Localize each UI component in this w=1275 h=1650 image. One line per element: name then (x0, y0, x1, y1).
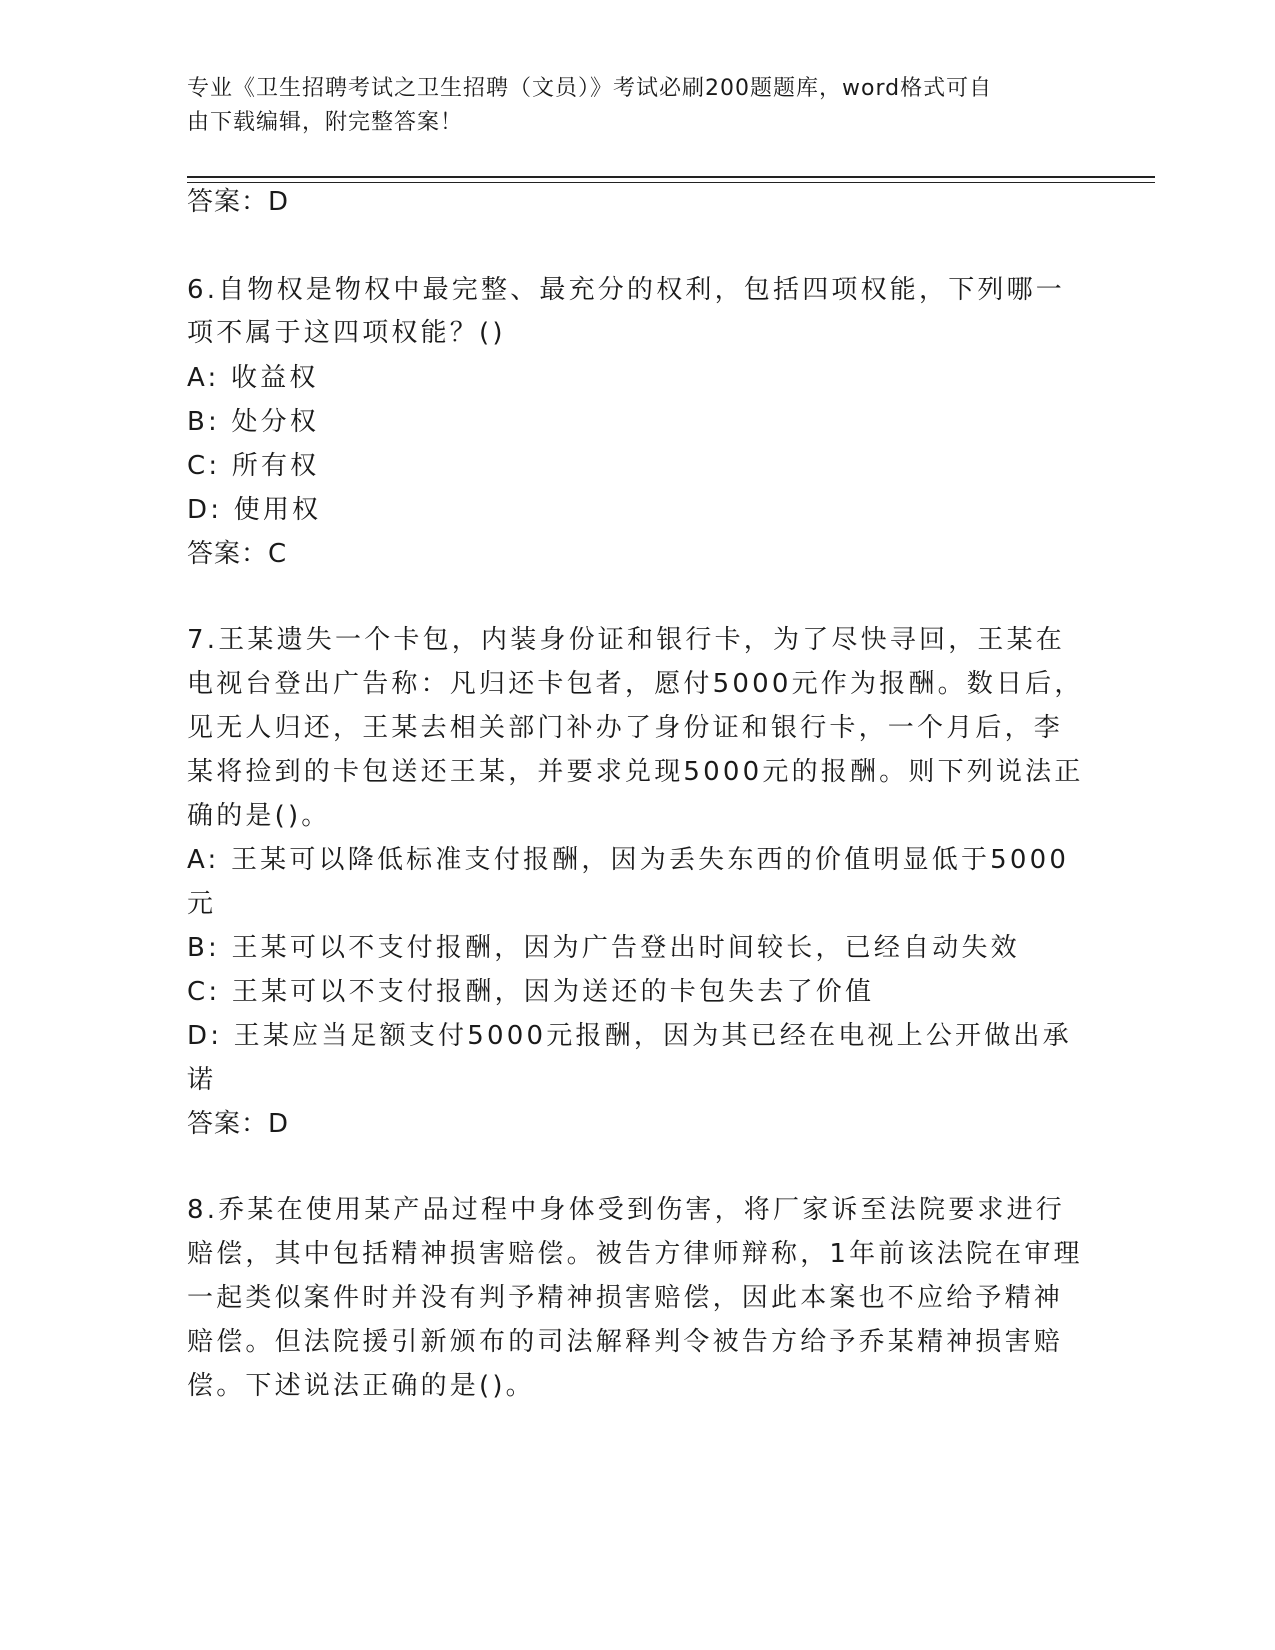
q7-option-b: B: 王某可以不支付报酬，因为广告登出时间较长，已经自动失效 (187, 933, 1020, 963)
q8-stem-line-2: 赔偿，其中包括精神损害赔偿。被告方律师辩称，1年前该法院在审理 (187, 1239, 1083, 1269)
q7-option-d-line-2: 诺 (187, 1065, 217, 1095)
q6-option-b: B: 处分权 (187, 407, 320, 437)
q7-option-a-line-2: 元 (187, 889, 217, 919)
answer-q6: 答案：C (187, 539, 288, 569)
q7-stem-line-2: 电视台登出广告称：凡归还卡包者，愿付5000元作为报酬。数日后， (187, 669, 1084, 699)
answer-q7: 答案：D (187, 1109, 290, 1139)
q7-option-c: C: 王某可以不支付报酬，因为送还的卡包失去了价值 (187, 977, 875, 1007)
q8-stem-line-1: 8.乔某在使用某产品过程中身体受到伤害，将厂家诉至法院要求进行 (187, 1195, 1066, 1225)
q6-option-c: C: 所有权 (187, 451, 320, 481)
document-header (187, 72, 1067, 140)
q6-stem-line-2: 项不属于这四项权能？() (187, 318, 506, 348)
q6-stem-line-1: 6.自物权是物权中最完整、最充分的权利，包括四项权能，下列哪一 (187, 275, 1066, 305)
q7-option-d-line-1: D: 王某应当足额支付5000元报酬，因为其已经在电视上公开做出承 (187, 1021, 1072, 1051)
q7-stem-line-5: 确的是()。 (187, 801, 331, 831)
header-divider-thick (187, 176, 1155, 178)
q6-option-d: D: 使用权 (187, 495, 322, 525)
header-divider-thin (187, 182, 1155, 183)
q8-stem-line-3: 一起类似案件时并没有判予精神损害赔偿，因此本案也不应给予精神 (187, 1283, 1064, 1313)
q7-stem-line-1: 7.王某遗失一个卡包，内装身份证和银行卡，为了尽快寻回，王某在 (187, 625, 1066, 655)
q7-stem-line-4: 某将捡到的卡包送还王某，并要求兑现5000元的报酬。则下列说法正 (187, 757, 1084, 787)
q6-option-a: A: 收益权 (187, 363, 319, 393)
header-line-1: 专业《卫生招聘考试之卫生招聘（文员）》考试必刷200题题库，word格式可自 (187, 76, 993, 101)
q8-stem-line-5: 偿。下述说法正确的是()。 (187, 1371, 535, 1401)
q7-option-a-line-1: A: 王某可以降低标准支付报酬，因为丢失东西的价值明显低于5000 (187, 845, 1070, 875)
q8-stem-line-4: 赔偿。但法院援引新颁布的司法解释判令被告方给予乔某精神损害赔 (187, 1327, 1064, 1357)
answer-q5: 答案：D (187, 187, 290, 217)
q7-stem-line-3: 见无人归还，王某去相关部门补办了身份证和银行卡，一个月后，李 (187, 713, 1064, 743)
header-line-2: 由下载编辑，附完整答案！ (187, 110, 464, 135)
